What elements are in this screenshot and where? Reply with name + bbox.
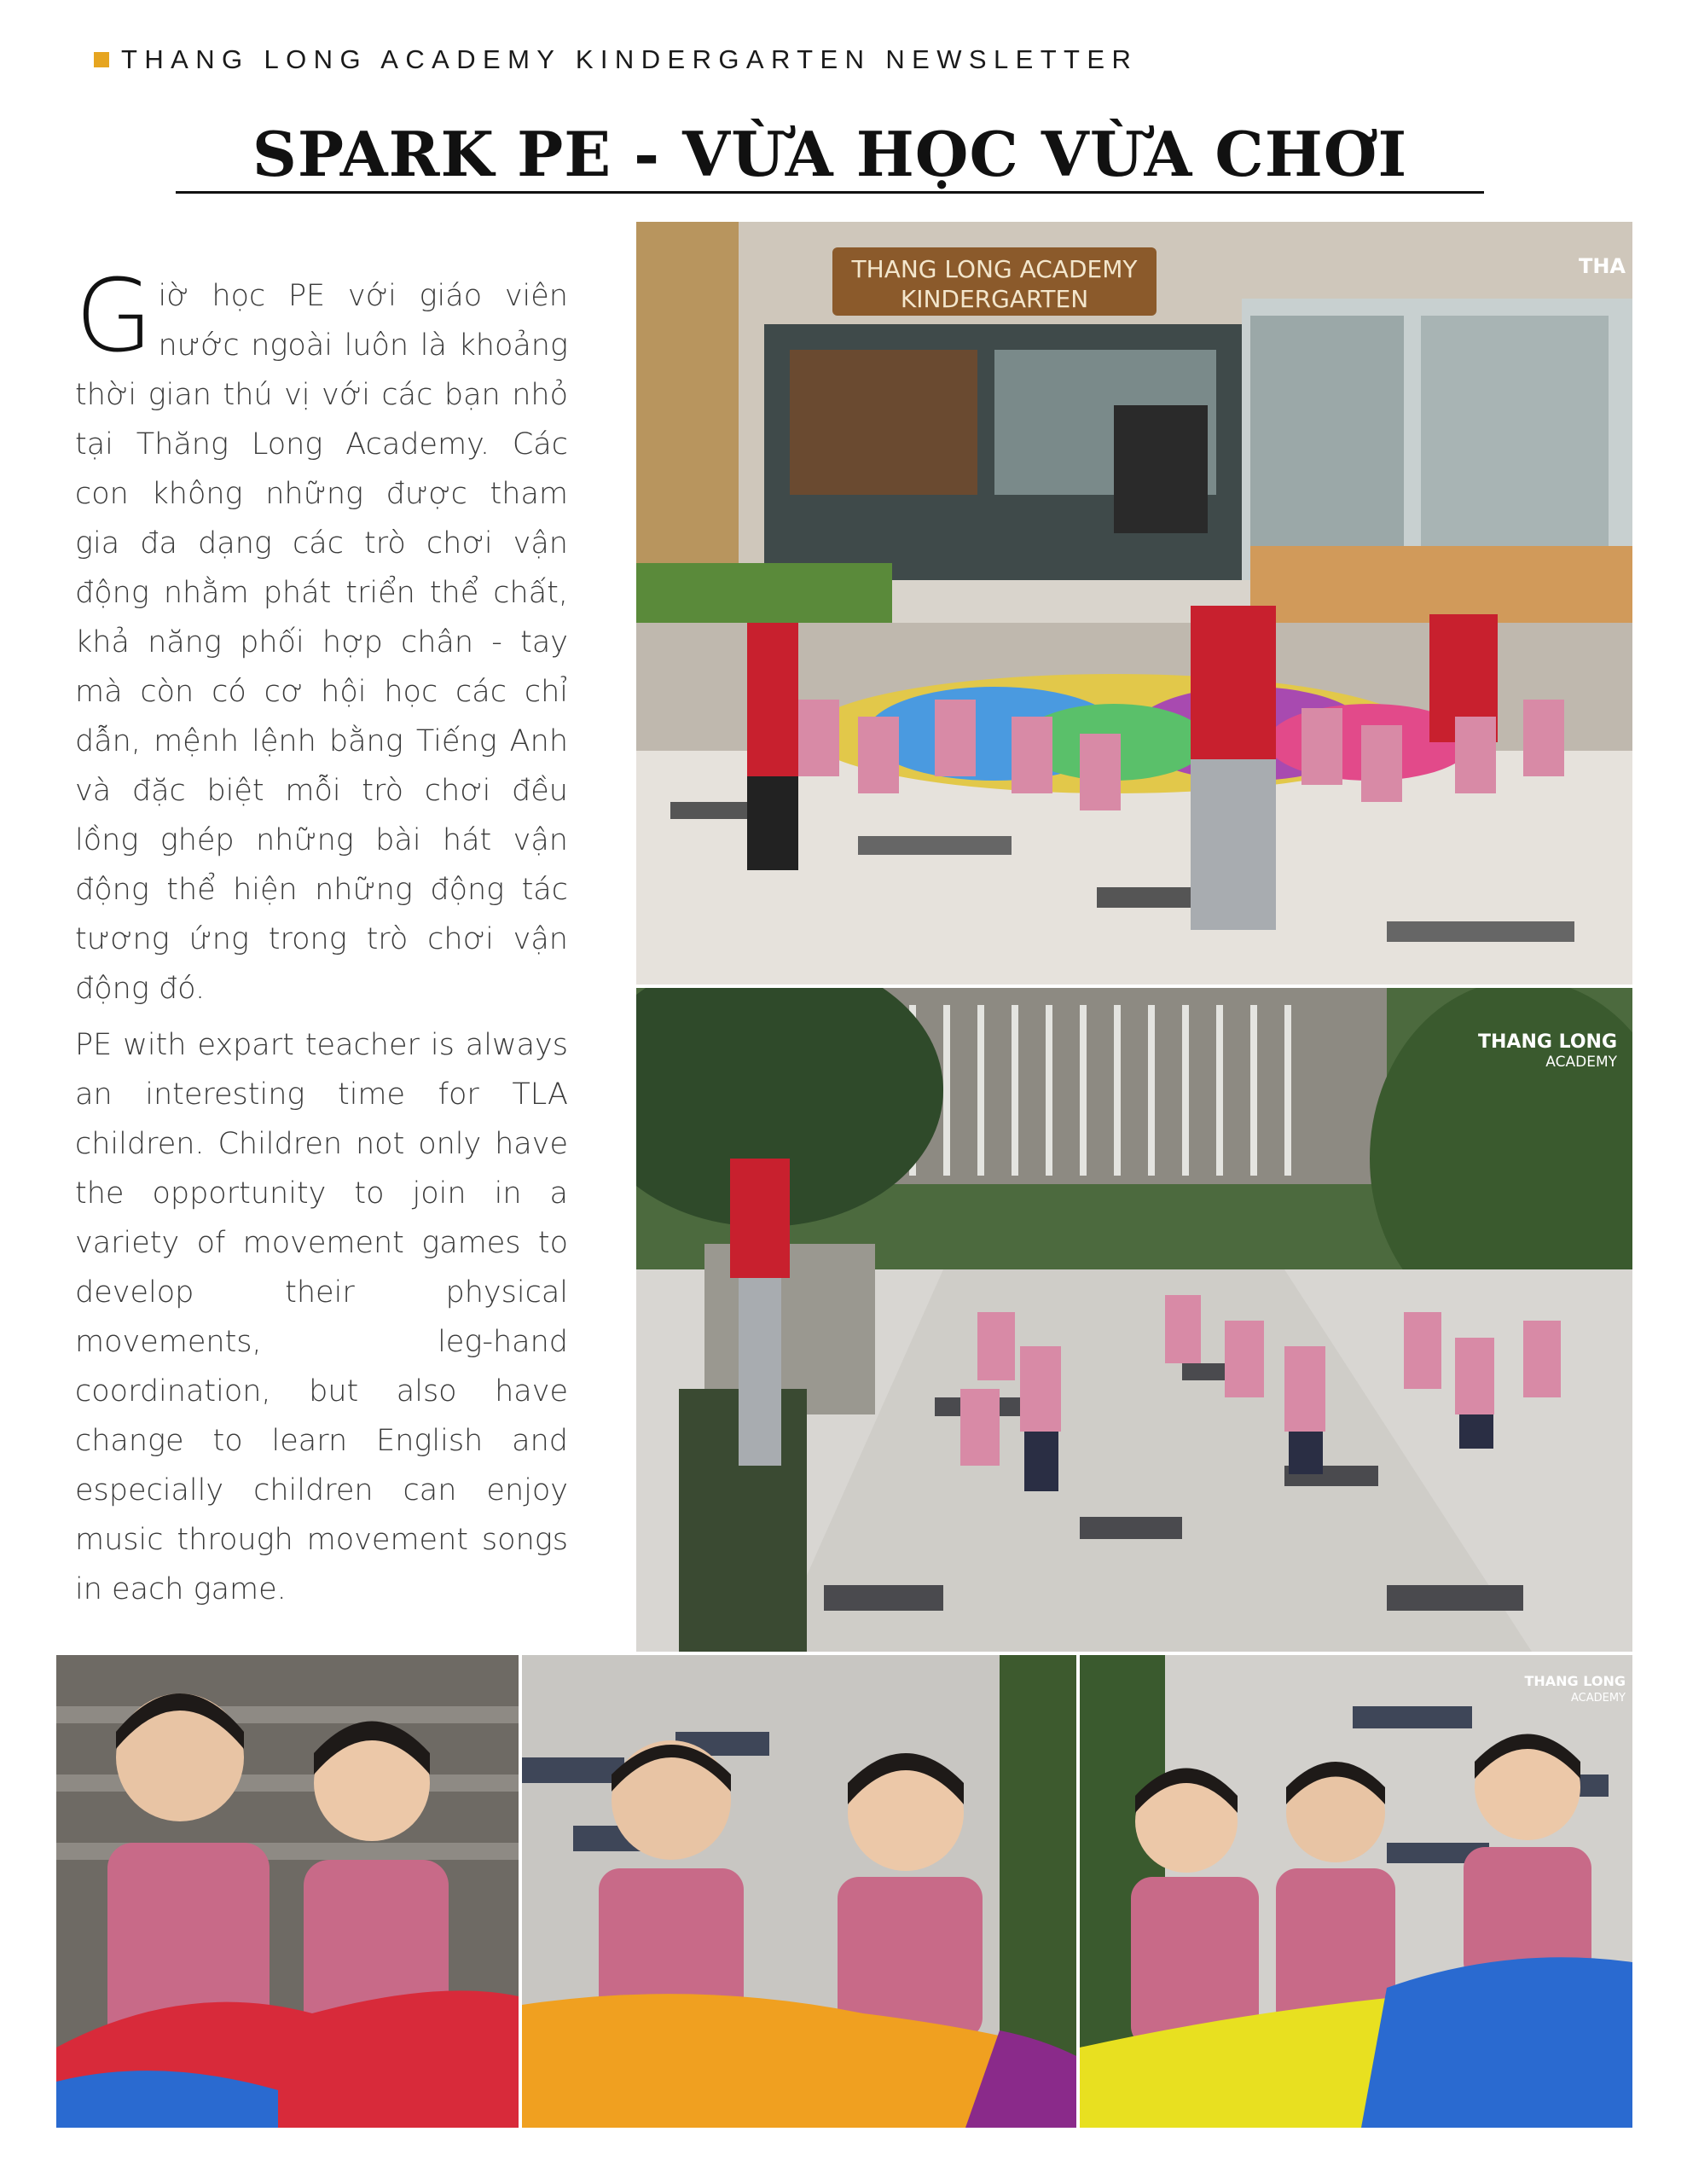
- watermark-line1: THANG LONG: [1478, 1031, 1617, 1053]
- watermark-small-line2: ACADEMY: [1570, 1692, 1626, 1705]
- accent-square-icon: [94, 52, 109, 67]
- english-paragraph: PE with expart teacher is always an interesting time for TLA children. Children not only have the opportunity to join in a variety of movement games to develop their physical movements, leg-hand coordination, but also have change to learn English and especially children can enjoy music through movement songs in each game.: [75, 1028, 568, 1606]
- title-underline: [176, 191, 1484, 194]
- sign-text-2: KINDERGARTEN: [900, 285, 1089, 313]
- drop-cap: G: [75, 257, 154, 375]
- photo-three-children: [1080, 1655, 1632, 2128]
- vietnamese-body: iờ học PE với giáo viên nước ngoài luôn là khoảng thời gian thú vị với các bạn nhỏ tại Thăng Long Academy. Các con không những được tham gia đa dạng các trò chơi vận động nhằm phát triển thể chất, khả năng phối hợp chân - tay mà còn có cơ hội học các chỉ dẫn, mệnh lệnh bằng Tiếng Anh và đặc biệt mỗi trò chơi đều lồng ghép những bài hát vận động thể hiện những động tác tương ứng trong trò chơi vận động đó.: [75, 279, 568, 1006]
- photo-two-girls: [56, 1655, 519, 2128]
- photo-boy-and-girl: [522, 1655, 1076, 2128]
- photo-courtyard-game: [636, 988, 1632, 1652]
- article-title: SPARK PE - VỪA HỌC VỪA CHƠI: [252, 118, 1408, 190]
- newsletter-name: THANG LONG ACADEMY KINDERGARTEN NEWSLETTER: [121, 44, 1139, 74]
- watermark-small-line1: THANG LONG: [1524, 1673, 1626, 1689]
- sign-text-1: THANG LONG ACADEMY: [851, 255, 1138, 283]
- newsletter-header: [94, 44, 1138, 75]
- photo-parachute-entrance: [636, 222, 1632, 985]
- watermark-line2: ACADEMY: [1545, 1054, 1617, 1071]
- watermark-partial: THA: [1578, 254, 1626, 278]
- vietnamese-paragraph: [75, 257, 568, 1014]
